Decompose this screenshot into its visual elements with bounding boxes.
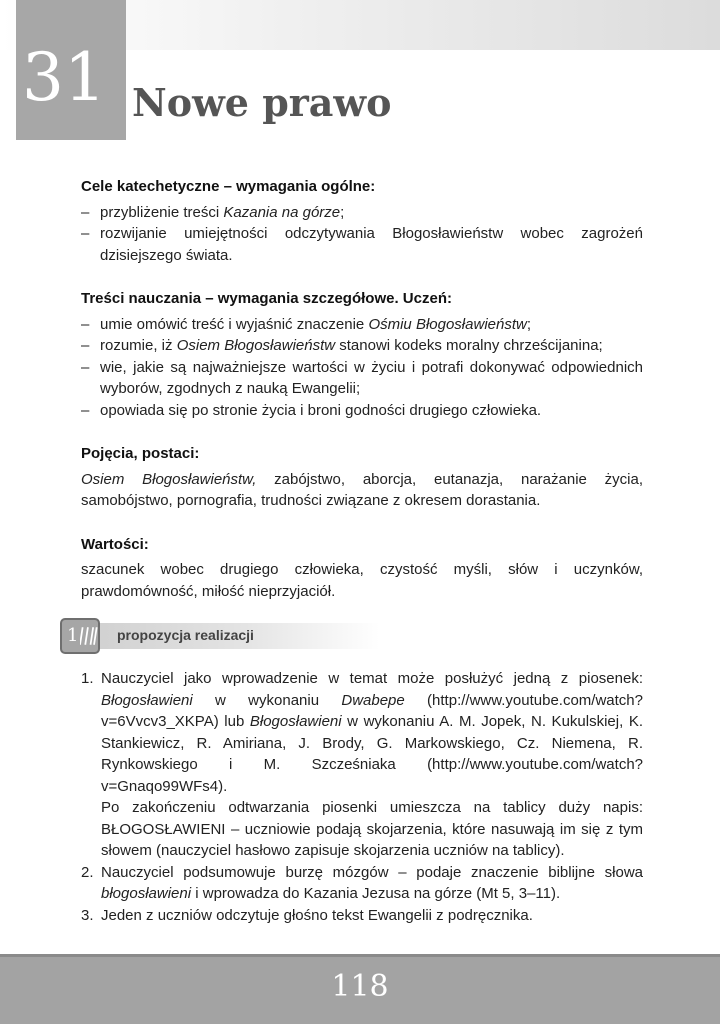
list-item: – opowiada się po stronie życia i broni godności drugiego człowieka.: [81, 400, 643, 422]
list-item: – wie, jakie są najważniejsze wartości w życiu i potrafi dokonywać odpowiednich wyborów, zgodnych z nauką Ewangelii;: [81, 357, 643, 400]
page-footer: [0, 954, 720, 1024]
content-requirements-list: [81, 314, 643, 422]
list-item: – przybliżenie treści Kazania na górze;: [81, 202, 643, 224]
list-item: 1. Nauczyciel jako wprowadzenie w temat może posłużyć jedną z piosenek: Błogosławieni w wykonaniu Dwabepe (http://www.youtube.com/watch?v=6Vvcv3_XKPA) lub Błogosławieni w wykonaniu A. M. Jopek, N. Kukulskiej, K. Stankiewicz, R. Amiriana, J. Brody, G. Markowskiego, Cz. Niemena, R. Rynkowskiego i M. Szcześniaka (http://www.youtube.com/watch?v=Gnaqo99WFs4). Po zakończeniu odtwarzania piosenki umieszcza na tablicy duży napis: BŁOGOSŁAWIENI – uczniowie podają skojarzenia, które nasuwają im się z tym słowem (nauczyciel hasłowo zapisuje skojarzenia uczniów na tablicy).: [81, 670, 644, 859]
list-item: – umie omówić treść i wyjaśnić znaczenie Ośmiu Błogosławieństw;: [81, 314, 643, 336]
list-item: 3. Jeden z uczniów odczytuje głośno tekst Ewangelii z podręcznika.: [81, 906, 533, 924]
content-requirements-heading: Treści nauczania – wymagania szczegółowe. Uczeń:: [81, 290, 452, 307]
list-item: 2. Nauczyciel podsumowuje burzę mózgów – podaje znaczenie biblijne słowa błogosławieni i wprowadza do Kazania Jezusa na górze (Mt 5, 3–11).: [81, 863, 643, 902]
page-number: 118: [331, 969, 389, 1004]
list-item: – rozwijanie umiejętności odczytywania Błogosławieństw wobec zagrożeń dzisiejszego świata.: [81, 223, 643, 266]
goals-list: [81, 202, 643, 267]
concepts-text: Osiem Błogosławieństw, zabójstwo, aborcja, eutanazja, narażanie życia, samobójstwo, pornografia, trudności związane z okresem dorastania.: [81, 470, 643, 509]
values-text: szacunek wobec drugiego człowieka, czystość myśli, słów i uczynków, prawdomówność, miłość nieprzyjaciół.: [81, 561, 643, 600]
chapter-number: 31: [22, 39, 106, 116]
concepts-heading: Pojęcia, postaci:: [81, 445, 200, 462]
chapter-content: [81, 176, 643, 602]
realization-banner: [60, 618, 380, 658]
values-heading: Wartości:: [81, 535, 149, 553]
steps-list: [81, 668, 643, 926]
goals-heading: Cele katechetyczne – wymagania ogólne:: [81, 178, 376, 195]
realization-label: propozycja realizacji: [117, 627, 254, 643]
book-number-icon: 1: [60, 618, 100, 654]
chapter-title: Nowe prawo: [132, 80, 392, 125]
list-item: – rozumie, iż Osiem Błogosławieństw stanowi kodeks moralny chrześcijanina;: [81, 335, 643, 357]
